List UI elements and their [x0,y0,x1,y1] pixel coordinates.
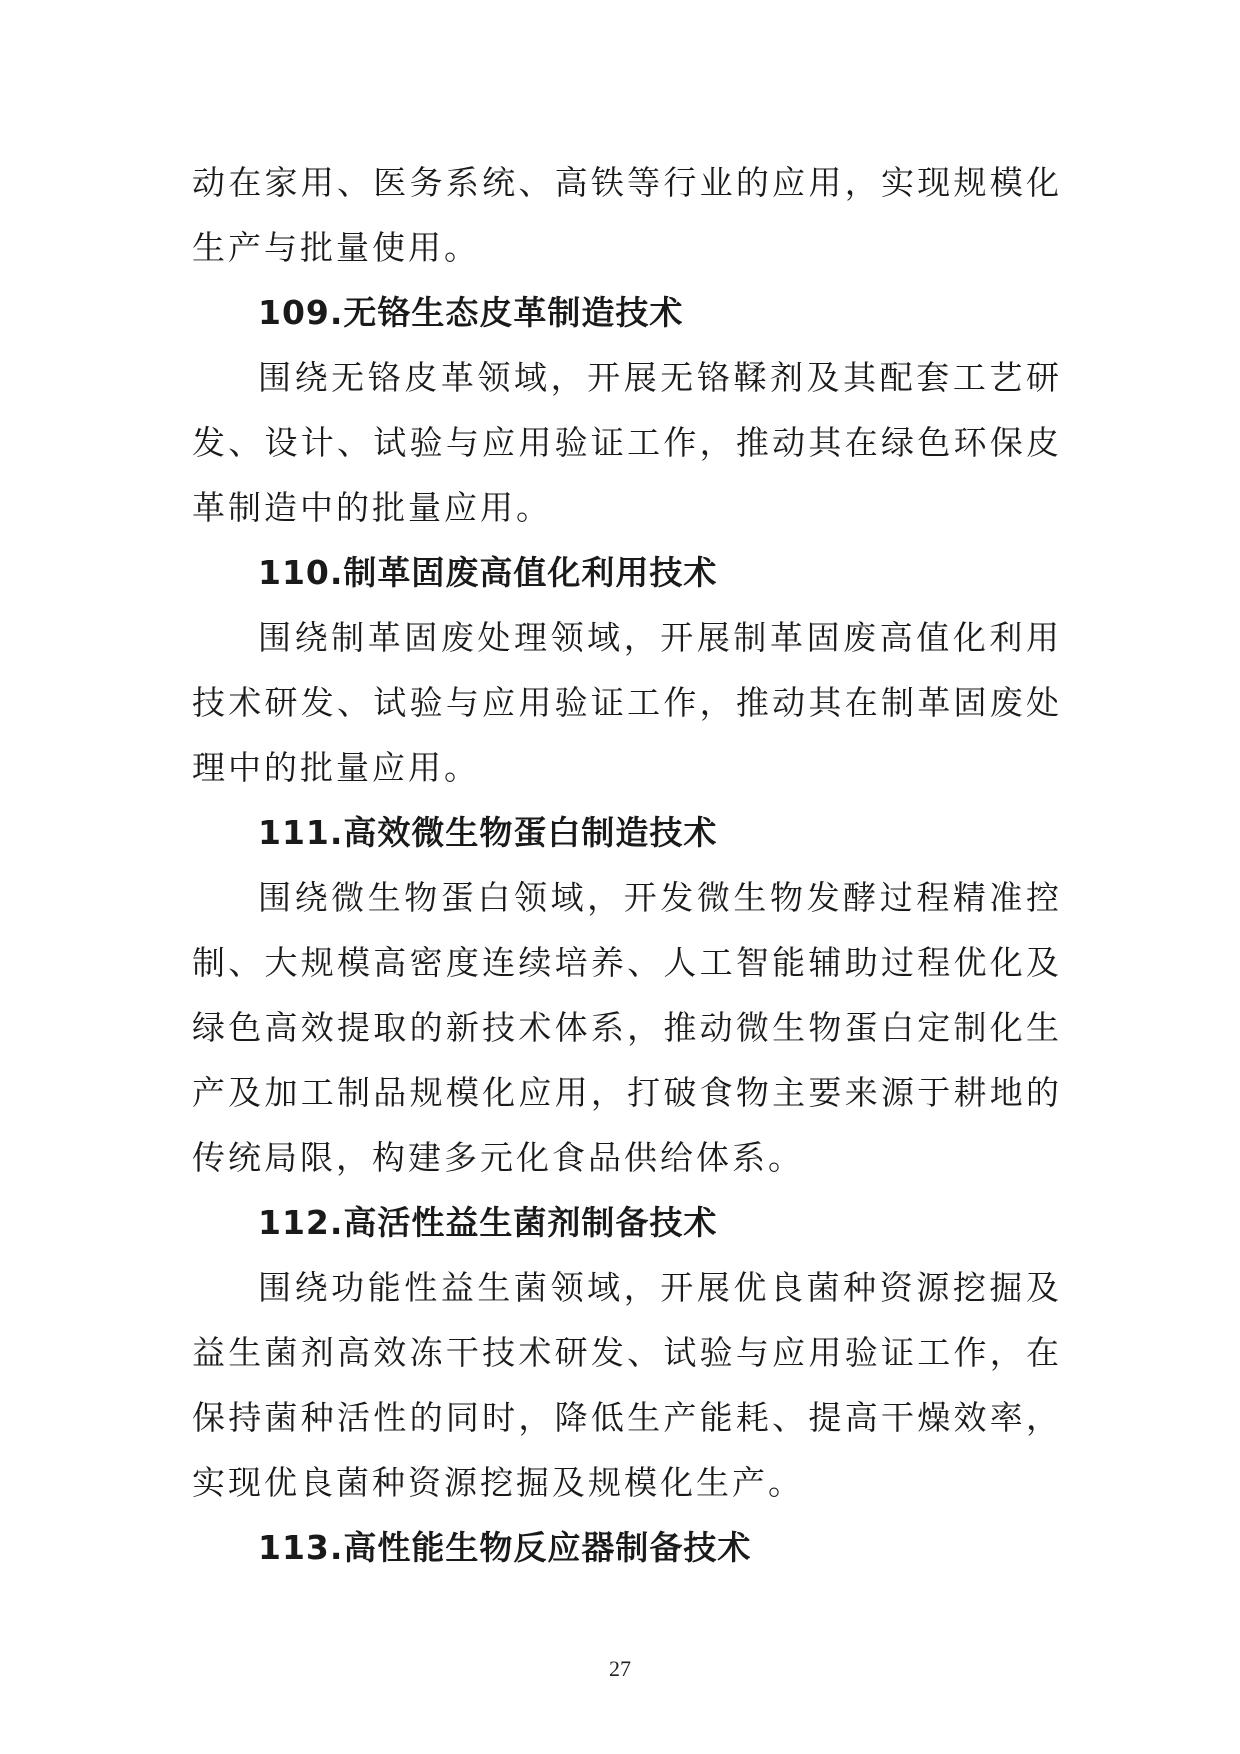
section-paragraph-112: 围绕功能性益生菌领域，开展优良菌种资源挖掘及益生菌剂高效冻干技术研发、试验与应用验证工作，在保持菌种活性的同时，降低生产能耗、提高干燥效率，实现优良菌种资源挖掘及规模化生产。 [192,1268,1062,1502]
continuation-paragraph: 动在家用、医务系统、高铁等行业的应用，实现规模化生产与批量使用。 [192,163,1062,267]
section-paragraph-111: 围绕微生物蛋白领域，开发微生物发酵过程精准控制、大规模高密度连续培养、人工智能辅助过程优化及绿色高效提取的新技术体系，推动微生物蛋白定制化生产及加工制品规模化应用，打破食物主要来源于耕地的传统局限，构建多元化食品供给体系。 [192,878,1062,1177]
document-body [192,150,1062,1580]
section-heading-113: 113.高性能生物反应器制备技术 [258,1528,752,1567]
section-heading-111: 111.高效微生物蛋白制造技术 [258,813,718,852]
section-heading-109: 109.无铬生态皮革制造技术 [258,293,684,332]
page-number: 27 [609,1656,631,1681]
section-paragraph-110: 围绕制革固废处理领域，开展制革固废高值化利用技术研发、试验与应用验证工作，推动其在制革固废处理中的批量应用。 [192,618,1062,787]
section-heading-112: 112.高活性益生菌剂制备技术 [258,1203,718,1242]
section-paragraph-109: 围绕无铬皮革领域，开展无铬鞣剂及其配套工艺研发、设计、试验与应用验证工作，推动其在绿色环保皮革制造中的批量应用。 [192,358,1062,527]
section-heading-110: 110.制革固废高值化利用技术 [258,553,718,592]
